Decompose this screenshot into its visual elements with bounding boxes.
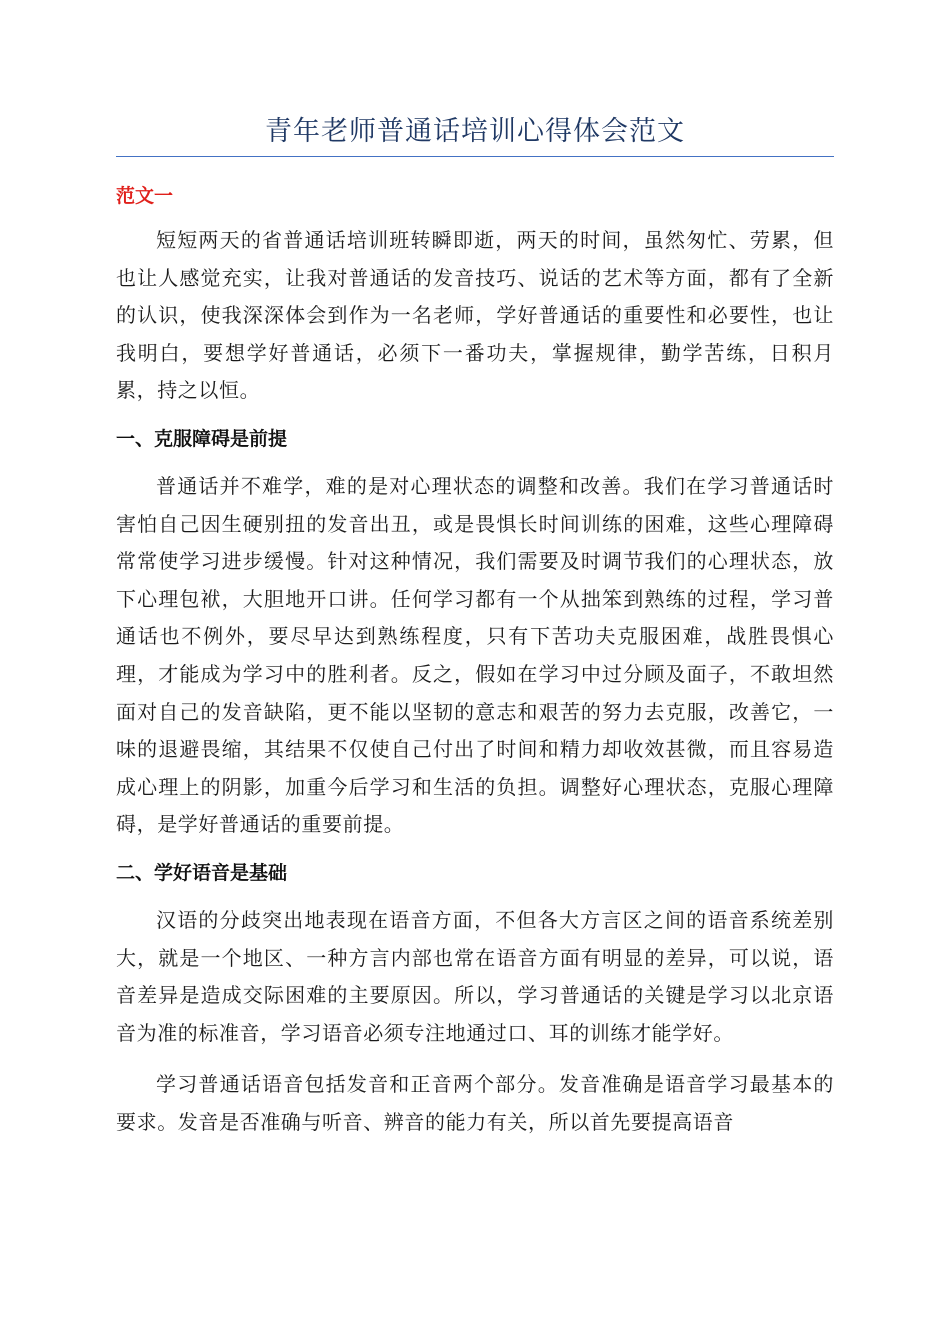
intro-paragraph: 短短两天的省普通话培训班转瞬即逝，两天的时间，虽然匆忙、劳累，但也让人感觉充实，让我对普通话的发音技巧、说话的艺术等方面，都有了全新的认识，使我深深体会到作为一名老师，学好普通话的重要性和必要性，也让我明白，要想学好普通话，必须下一番功夫，掌握规律，勤学苦练，日积月累，持之以恒。 bbox=[116, 228, 834, 403]
section-heading-2: 二、学好语音是基础 bbox=[116, 861, 288, 884]
document-title: 青年老师普通话培训心得体会范文 bbox=[116, 112, 834, 157]
section-label: 范文一 bbox=[116, 185, 174, 207]
paragraph-3: 学习普通话语音包括发音和正音两个部分。发音准确是语音学习最基本的要求。发音是否准确与听音、辨音的能力有关，所以首先要提高语音 bbox=[116, 1072, 834, 1134]
paragraph-1: 普通话并不难学，难的是对心理状态的调整和改善。我们在学习普通话时害怕自己因生硬别扭的发音出丑，或是畏惧长时间训练的困难，这些心理障碍常常使学习进步缓慢。针对这种情况，我们需要及时调节我们的心理状态，放下心理包袱，大胆地开口讲。任何学习都有一个从拙笨到熟练的过程，学习普通话也不例外，要尽早达到熟练程度，只有下苦功夫克服困难，战胜畏惧心理，才能成为学习中的胜利者。反之，假如在学习中过分顾及面子，不敢坦然面对自己的发音缺陷，更不能以坚韧的意志和艰苦的努力去克服，改善它，一味的退避畏缩，其结果不仅使自己付出了时间和精力却收效甚微，而且容易造成心理上的阴影，加重今后学习和生活的负担。调整好心理状态，克服心理障碍，是学好普通话的重要前提。 bbox=[116, 473, 834, 837]
paragraph-2: 汉语的分歧突出地表现在语音方面，不但各大方言区之间的语音系统差别大，就是一个地区、一种方言内部也常在语音方面有明显的差异，可以说，语音差异是造成交际困难的主要原因。所以，学习普通话的关键是学习以北京语音为准的标准音，学习语音必须专注地通过口、耳的训练才能学好。 bbox=[116, 907, 834, 1045]
document-page bbox=[116, 112, 834, 1141]
section-heading-1: 一、克服障碍是前提 bbox=[116, 427, 288, 450]
